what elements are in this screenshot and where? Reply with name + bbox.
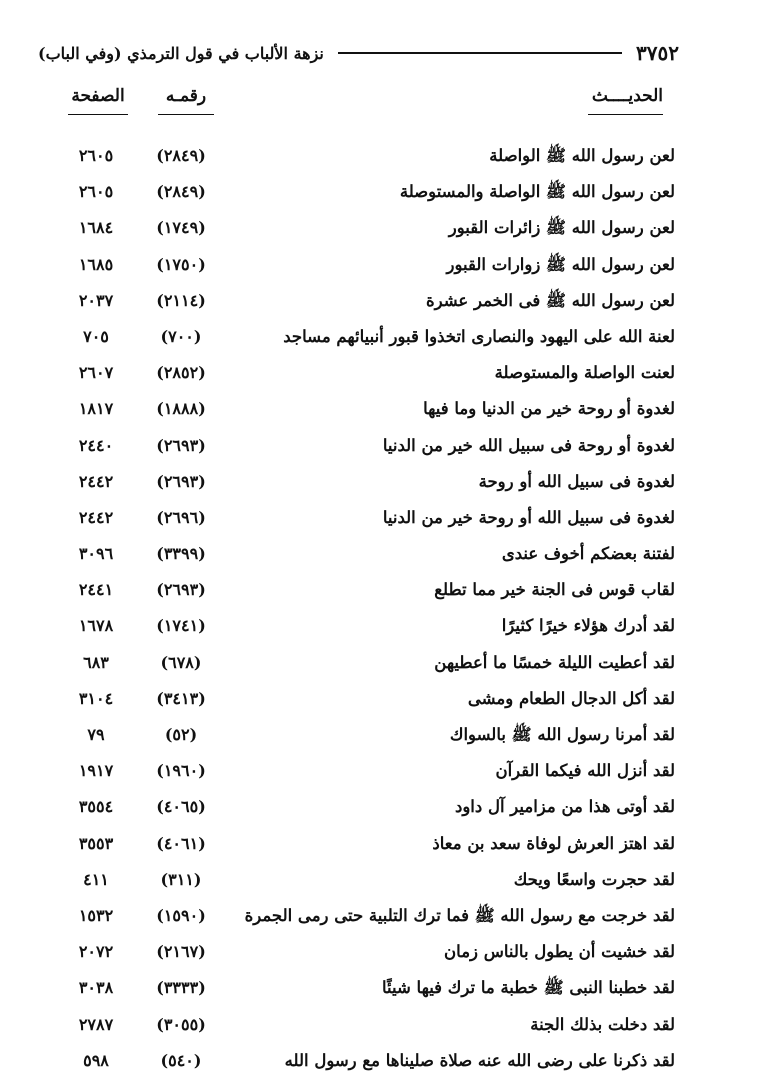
- column-header-hadith: الحديــــث: [588, 82, 663, 115]
- hadith-number: (٣١١): [160, 869, 202, 889]
- page-reference: ٢٤٤٢: [78, 471, 114, 491]
- page-reference: ٢٤٤١: [78, 580, 114, 600]
- hadith-number: (٣٣٣٣): [156, 978, 206, 998]
- hadith-text: لغدوة فى سبيل الله أو روحة خير من الدنيا: [382, 507, 675, 527]
- hadith-text: لقد أوتى هذا من مزامير آل داود: [454, 797, 675, 817]
- index-entry-row: [0, 717, 757, 753]
- hadith-number: (٢١١٤): [156, 290, 206, 310]
- hadith-text: لقد دخلت بذلك الجنة: [530, 1014, 675, 1034]
- page-reference: ٥٩٨: [83, 1050, 109, 1070]
- index-entry-row: [0, 283, 757, 319]
- index-entry-row: [0, 970, 757, 1006]
- page-reference: ٣٥٥٣: [78, 833, 114, 853]
- column-header-page: الصفحة: [68, 82, 128, 115]
- index-entry-row: [0, 210, 757, 246]
- page-reference: ٢٠٧٢: [78, 942, 114, 962]
- hadith-number: (١٥٩٠): [156, 905, 206, 925]
- running-title: نزهة الألباب في قول الترمذي (وفي الباب): [38, 43, 324, 63]
- page-reference: ٢٠٣٧: [78, 290, 114, 310]
- index-entry-row: [0, 355, 757, 391]
- hadith-number: (٢٦٩٣): [156, 435, 206, 455]
- page-reference: ١٦٨٥: [78, 254, 114, 274]
- hadith-text: لعن رسول الله ﷺ الواصلة والمستوصلة: [399, 182, 675, 202]
- index-entry-row: [0, 898, 757, 934]
- index-entry-row: [0, 536, 757, 572]
- running-header: [38, 36, 679, 70]
- index-entry-row: [0, 826, 757, 862]
- page-reference: ٧٠٥: [83, 326, 109, 346]
- page-reference: ٦٨٣: [83, 652, 109, 672]
- index-entry-row: [0, 681, 757, 717]
- index-entry-row: [0, 572, 757, 608]
- header-rule: [338, 52, 622, 54]
- index-entry-row: [0, 391, 757, 427]
- page-number: ٣٧٥٢: [636, 41, 679, 65]
- index-entry-row: [0, 247, 757, 283]
- index-entry-row: [0, 753, 757, 789]
- hadith-text: لغدوة أو روحة فى سبيل الله خير من الدنيا: [382, 435, 675, 455]
- hadith-text: لفتنة بعضكم أخوف عندى: [501, 544, 675, 564]
- hadith-text: لغدوة فى سبيل الله أو روحة: [478, 471, 675, 491]
- hadith-number: (٢٦٩٣): [156, 471, 206, 491]
- hadith-text: لقاب قوس فى الجنة خير مما تطلع: [434, 580, 675, 600]
- index-entry-row: [0, 789, 757, 825]
- page-reference: ٢٧٨٧: [78, 1014, 114, 1034]
- hadith-text: لقد ذكرنا على رضى الله عنه صلاة صليناها مع رسول الله: [284, 1050, 675, 1070]
- hadith-text: لعنت الواصلة والمستوصلة: [494, 363, 675, 383]
- hadith-number: (١٩٦٠): [156, 761, 206, 781]
- hadith-number: (٢٨٤٩): [156, 182, 206, 202]
- page-reference: ٢٦٠٥: [78, 146, 114, 165]
- page-reference: ٣٠٣٨: [78, 978, 114, 998]
- hadith-number: (١٧٤٩): [156, 218, 206, 238]
- index-entry-row: [0, 1007, 757, 1043]
- hadith-number: (١٨٨٨): [156, 399, 206, 419]
- page-reference: ٧٩: [87, 725, 105, 744]
- page-reference: ١٥٣٢: [78, 905, 114, 925]
- hadith-number: (٣٣٩٩): [156, 544, 206, 564]
- page-reference: ٣٥٥٤: [78, 797, 114, 817]
- index-entry-row: [0, 174, 757, 210]
- index-entry-row: [0, 319, 757, 355]
- page-reference: ١٨١٧: [78, 399, 114, 419]
- page-reference: ١٦٧٨: [78, 616, 114, 636]
- hadith-text: لعن رسول الله ﷺ زوارات القبور: [446, 254, 675, 274]
- index-entry-row: [0, 1043, 757, 1079]
- hadith-text: لعن رسول الله ﷺ فى الخمر عشرة: [425, 290, 675, 310]
- page-reference: ١٦٨٤: [78, 218, 114, 238]
- hadith-text: لقد أدرك هؤلاء خيرًا كثيرًا: [501, 616, 675, 636]
- hadith-text: لقد حجرت واسعًا ويحك: [513, 869, 675, 889]
- page-reference: ٢٤٤٠: [78, 435, 114, 455]
- index-entry-row: [0, 645, 757, 681]
- page-reference: ٤١١: [83, 869, 109, 889]
- hadith-text: لقد أعطيت الليلة خمسًا ما أعطيهن: [434, 652, 675, 672]
- hadith-number: (٣٠٥٥): [156, 1014, 206, 1034]
- index-entry-row: [0, 428, 757, 464]
- index-entry-row: [0, 464, 757, 500]
- index-entry-row: [0, 862, 757, 898]
- hadith-number: (٤٠٦١): [156, 833, 206, 853]
- hadith-text: لقد خشيت أن يطول بالناس زمان: [444, 942, 675, 962]
- index-entry-row: [0, 138, 757, 174]
- hadith-number: (٣٤١٣): [156, 688, 206, 708]
- index-entry-row: [0, 608, 757, 644]
- hadith-number: (٢٨٥٢): [156, 363, 206, 383]
- hadith-text: لقد خطبنا النبى ﷺ خطبة ما ترك فيها شيئًا: [382, 978, 675, 998]
- hadith-number: (٥٢): [164, 725, 198, 744]
- hadith-number: (٤٠٦٥): [156, 797, 206, 817]
- hadith-number: (١٧٤١): [156, 616, 206, 636]
- index-entry-row: [0, 934, 757, 970]
- hadith-text: لقد أنزل الله فيكما القرآن: [495, 761, 675, 781]
- index-entries: [0, 138, 757, 1079]
- page-reference: ٢٤٤٢: [78, 507, 114, 527]
- hadith-number: (٥٤٠): [160, 1050, 202, 1070]
- hadith-text: لغدوة أو روحة خير من الدنيا وما فيها: [423, 399, 675, 419]
- page-reference: ٣٠٩٦: [78, 544, 114, 564]
- hadith-number: (٧٠٠): [160, 326, 202, 346]
- hadith-text: لعنة الله على اليهود والنصارى اتخذوا قبور أنبيائهم مساجد: [283, 326, 675, 346]
- hadith-number: (٦٧٨): [160, 652, 202, 672]
- hadith-text: لعن رسول الله ﷺ زائرات القبور: [448, 218, 675, 238]
- hadith-number: (٢٨٤٩): [156, 146, 206, 165]
- hadith-text: لقد أكل الدجال الطعام ومشى: [467, 688, 675, 708]
- index-entry-row: [0, 500, 757, 536]
- hadith-number: (٢٦٩٣): [156, 580, 206, 600]
- hadith-text: لعن رسول الله ﷺ الواصلة: [489, 146, 675, 165]
- hadith-text: لقد خرجت مع رسول الله ﷺ فما ترك التلبية حتى رمى الجمرة: [244, 905, 675, 925]
- page-reference: ٢٦٠٥: [78, 182, 114, 202]
- page-reference: ٢٦٠٧: [78, 363, 114, 383]
- page-reference: ١٩١٧: [78, 761, 114, 781]
- hadith-text: لقد أمرنا رسول الله ﷺ بالسواك: [449, 725, 675, 744]
- hadith-number: (٢٦٩٦): [156, 507, 206, 527]
- column-header-number: رقمـه: [158, 82, 214, 115]
- hadith-text: لقد اهتز العرش لوفاة سعد بن معاذ: [432, 833, 675, 853]
- page-reference: ٣١٠٤: [78, 688, 114, 708]
- hadith-number: (٢١٦٧): [156, 942, 206, 962]
- hadith-number: (١٧٥٠): [156, 254, 206, 274]
